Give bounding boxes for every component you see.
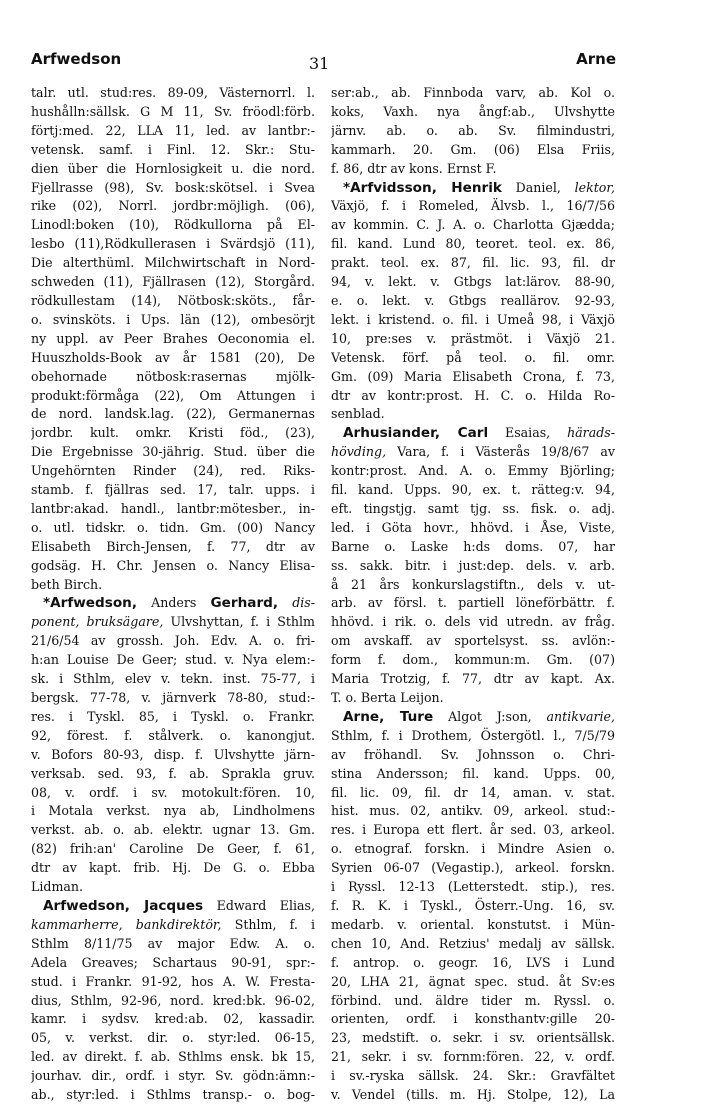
text-run: jourhav. dir., ordf. i styr. Sv. gödn:ämn:- bbox=[31, 1068, 315, 1084]
text-line bbox=[331, 179, 615, 198]
text-run: Algot J:son, bbox=[433, 708, 547, 724]
text-line bbox=[331, 746, 615, 765]
text-line bbox=[31, 878, 315, 897]
text-line bbox=[331, 141, 615, 160]
text-line bbox=[31, 765, 315, 784]
text-run: verkst. ab. o. ab. elektr. ugnar 13. Gm. bbox=[31, 822, 315, 838]
text-run: 08, v. ordf. i sv. motokult:fören. 10, bbox=[31, 784, 315, 800]
text-line bbox=[31, 613, 315, 632]
text-run: Edward Elias, bbox=[203, 897, 315, 913]
text-run: 21, sekr. i sv. fornm:fören. 22, v. ordf. bbox=[331, 1049, 615, 1065]
text-line bbox=[31, 538, 315, 557]
text-line bbox=[31, 1048, 315, 1067]
text-line bbox=[31, 519, 315, 538]
text-run: stud. i Frankr. 91-92, hos A. W. Fresta- bbox=[31, 973, 315, 989]
text-run: Barne o. Laske h:ds doms. 07, har bbox=[331, 538, 615, 554]
text-run: Maria Trotzig, f. 77, dtr av kapt. Ax. bbox=[331, 671, 615, 687]
text-run: Anders bbox=[137, 595, 211, 611]
text-run: T. o. Berta Leijon. bbox=[331, 690, 444, 705]
text-run: led. av direkt. f. ab. Sthlms ensk. bk 15, bbox=[31, 1049, 315, 1065]
entry-title-italic: ponent, bruksägare, bbox=[31, 614, 164, 630]
text-run: Sthlm, f. i bbox=[221, 916, 315, 932]
text-line bbox=[31, 349, 315, 368]
text-line bbox=[331, 708, 615, 727]
text-line bbox=[331, 84, 615, 103]
text-line bbox=[331, 878, 615, 897]
text-line bbox=[331, 500, 615, 519]
text-line bbox=[331, 1010, 615, 1029]
text-line bbox=[331, 235, 615, 254]
text-line bbox=[31, 424, 315, 443]
text-run: förbind. und. äldre tider m. Ryssl. o. bbox=[331, 992, 615, 1008]
text-run: Vetensk. förf. på teol. o. fil. omr. bbox=[331, 349, 615, 365]
text-run: obehornade nötbosk:rasernas mjölk- bbox=[31, 368, 315, 384]
text-line bbox=[31, 670, 315, 689]
text-line bbox=[331, 538, 615, 557]
text-line bbox=[331, 632, 615, 651]
text-run: ser:ab., ab. Finnboda varv, ab. Kol o. bbox=[331, 85, 615, 100]
text-run: koks, Vaxh. nya ångf:ab., Ulvshytte bbox=[331, 103, 615, 119]
entry-title-italic: hövding, bbox=[331, 444, 387, 460]
text-line bbox=[331, 613, 615, 632]
text-line bbox=[31, 802, 315, 821]
text-line bbox=[331, 1067, 615, 1086]
text-run: Die alterthüml. Milchwirtschaft in Nord- bbox=[31, 255, 315, 271]
text-line bbox=[31, 1010, 315, 1029]
text-run: Sthlm, f. i Drothem, Östergötl. l., 7/5/79 bbox=[331, 727, 615, 743]
text-run: res. i Europa ett flert. år sed. 03, arkeol. bbox=[331, 822, 615, 838]
text-run: sk. i Sthlm, elev v. tekn. inst. 75-77, i bbox=[31, 671, 315, 687]
text-line bbox=[331, 216, 615, 235]
text-line bbox=[331, 122, 615, 141]
text-run: Ulvshyttan, f. i Sthlm bbox=[163, 614, 315, 630]
text-run: Esaias, bbox=[488, 425, 568, 441]
text-line bbox=[31, 84, 315, 103]
text-line bbox=[31, 160, 315, 179]
text-run: o. utl. tidskr. o. tidn. Gm. (00) Nancy bbox=[31, 519, 315, 535]
text-line bbox=[331, 160, 615, 179]
text-line bbox=[331, 330, 615, 349]
text-line bbox=[331, 1029, 615, 1048]
text-run: Huuszholds-Book av år 1581 (20), De bbox=[31, 349, 315, 365]
text-run: ny uppl. av Peer Brahes Oeconomia el. bbox=[31, 330, 315, 346]
text-line bbox=[31, 954, 315, 973]
text-line bbox=[331, 576, 615, 595]
text-line bbox=[331, 670, 615, 689]
text-line bbox=[31, 235, 315, 254]
text-line bbox=[31, 897, 315, 916]
text-run: fil. kand. Lund 80, teoret. teol. ex. 86, bbox=[331, 236, 615, 252]
text-run: dtr av kapt. frib. Hj. De G. o. Ebba bbox=[31, 860, 315, 876]
text-run: verksab. sed. 93, f. ab. Sprakla gruv. bbox=[31, 765, 315, 781]
text-run: godsäg. H. Chr. Jensen o. Nancy Elisa- bbox=[31, 557, 315, 573]
text-line bbox=[31, 216, 315, 235]
text-line bbox=[31, 632, 315, 651]
text-line bbox=[31, 368, 315, 387]
entry-title-italic: antikvarie, bbox=[546, 708, 615, 724]
text-line bbox=[331, 405, 615, 424]
entry-title-italic: dis- bbox=[292, 595, 315, 611]
text-line bbox=[331, 557, 615, 576]
text-line bbox=[31, 1029, 315, 1048]
text-line bbox=[331, 462, 615, 481]
text-line bbox=[331, 973, 615, 992]
text-line bbox=[31, 405, 315, 424]
text-run: led. i Göta hovr., hhövd. i Åse, Viste, bbox=[331, 519, 615, 535]
text-line bbox=[31, 840, 315, 859]
text-run: hist. mus. 02, antikv. 09, arkeol. stud:- bbox=[331, 803, 615, 819]
text-run: 20, LHA 21, ägnat spec. stud. åt Sv:es bbox=[331, 973, 615, 989]
text-line bbox=[31, 311, 315, 330]
text-line bbox=[331, 311, 615, 330]
text-run: 92, förest. f. stålverk. o. kanongjut. bbox=[31, 727, 315, 743]
text-line bbox=[31, 557, 315, 576]
text-run: ss. sakk. bitr. i just:dep. dels. v. arb. bbox=[331, 557, 615, 573]
text-line bbox=[331, 519, 615, 538]
text-line bbox=[331, 954, 615, 973]
text-run: Syrien 06-07 (Vegastip.), arkeol. forskn. bbox=[331, 860, 615, 876]
text-run: produkt:förmåga (22), Om Attungen i bbox=[31, 387, 315, 403]
text-line bbox=[31, 746, 315, 765]
text-line bbox=[331, 935, 615, 954]
text-line bbox=[31, 273, 315, 292]
text-line bbox=[31, 462, 315, 481]
text-run: senblad. bbox=[331, 406, 385, 422]
text-line bbox=[331, 859, 615, 878]
text-line bbox=[331, 273, 615, 292]
text-run: hushålln:sällsk. G M 11, Sv. fröodl:förb. bbox=[31, 103, 315, 119]
text-run: f. R. K. i Tyskl., Österr.-Ung. 16, sv. bbox=[331, 897, 615, 913]
text-line bbox=[331, 897, 615, 916]
text-line bbox=[31, 197, 315, 216]
text-run: f. antrop. o. geogr. 16, LVS i Lund bbox=[331, 954, 615, 970]
text-line bbox=[31, 859, 315, 878]
text-run: rödkullestam (14), Nötbosk:sköts., får- bbox=[31, 292, 315, 308]
text-run: vetensk. samf. i Finl. 12. Skr.: Stu- bbox=[31, 141, 315, 157]
text-line bbox=[31, 141, 315, 160]
text-run: v. Vendel (tills. m. Hj. Stolpe, 12), La bbox=[331, 1087, 615, 1103]
text-line bbox=[31, 387, 315, 406]
text-run bbox=[278, 595, 292, 610]
text-run: stina Andersson; fil. kand. Upps. 00, bbox=[331, 765, 615, 781]
text-line bbox=[331, 254, 615, 273]
text-line bbox=[331, 784, 615, 803]
text-run: fil. kand. Upps. 90, ex. t. rätteg:v. 94, bbox=[331, 482, 615, 498]
text-line bbox=[31, 292, 315, 311]
text-run: e. o. lekt. v. Gtbgs reallärov. 92-93, bbox=[331, 292, 615, 308]
entry-headword: *Arfwedson, bbox=[43, 595, 138, 612]
text-run: form f. dom., kommun:m. Gm. (07) bbox=[331, 652, 615, 668]
text-line bbox=[31, 576, 315, 595]
text-line bbox=[31, 500, 315, 519]
text-line bbox=[31, 122, 315, 141]
text-run: res. i Tyskl. 85, i Tyskl. o. Frankr. bbox=[31, 708, 315, 724]
text-run: dien über die Hornlosigkeit u. die nord. bbox=[31, 160, 315, 176]
text-line bbox=[31, 689, 315, 708]
text-run: i Ryssl. 12-13 (Letterstedt. stip.), res. bbox=[331, 879, 615, 895]
text-run: Die Ergebnisse 30-jährig. Stud. über die bbox=[31, 444, 315, 460]
entry-headword: Arfwedson, Jacques bbox=[43, 897, 204, 914]
text-run: Sthlm 8/11/75 av major Edw. A. o. bbox=[31, 935, 315, 951]
text-line bbox=[331, 368, 615, 387]
text-line bbox=[331, 443, 615, 462]
text-run: Fjellrasse (98), Sv. bosk:skötsel. i Svea bbox=[31, 179, 315, 195]
text-run: lesbo (11),Rödkullerasen i Svärdsjö (11), bbox=[31, 236, 315, 252]
text-run: i sv.-ryska sällsk. 24. Skr.: Gravfältet bbox=[331, 1068, 615, 1084]
text-run: f. 86, dtr av kons. Ernst F. bbox=[331, 160, 497, 176]
text-run: Adela Greaves; Schartaus 90-91, spr:- bbox=[31, 954, 315, 970]
text-run: Vara, f. i Västerås 19/8/67 av bbox=[386, 444, 615, 460]
text-run: jordbr. kult. omkr. Kristi föd., (23), bbox=[31, 425, 315, 441]
text-line bbox=[331, 689, 615, 708]
running-header bbox=[31, 50, 616, 76]
text-run: eft. tingstjg. samt tjg. ss. fisk. o. adj. bbox=[331, 500, 615, 516]
text-run: 94, v. lekt. v. Gtbgs lat:lärov. 88-90, bbox=[331, 274, 615, 290]
text-line bbox=[331, 1048, 615, 1067]
text-run: beth Birch. bbox=[31, 576, 103, 592]
header-first-entry: Arfwedson bbox=[31, 50, 122, 68]
text-line bbox=[31, 935, 315, 954]
text-line bbox=[331, 424, 615, 443]
text-run: v. Bofors 80-93, disp. f. Ulvshytte järn- bbox=[31, 746, 315, 762]
text-run: 23, medstift. o. sekr. i sv. orientsällsk. bbox=[331, 1030, 615, 1046]
text-run: ab., styr:led. i Sthlms transp.- o. bog- bbox=[31, 1087, 315, 1103]
text-line bbox=[31, 103, 315, 122]
text-line bbox=[31, 330, 315, 349]
entry-title-italic: härads- bbox=[567, 425, 615, 441]
page-number: 31 bbox=[309, 54, 330, 73]
text-line bbox=[31, 821, 315, 840]
text-run: Linodl:boken (10), Rödkullorna på El- bbox=[31, 217, 315, 233]
text-run: bergsk. 77-78, v. järnverk 78-80, stud:- bbox=[31, 690, 315, 705]
text-run: prakt. teol. ex. 87, fil. lic. 93, fil. dr bbox=[331, 255, 615, 271]
text-run: i Motala verkst. nya ab, Lindholmens bbox=[31, 803, 315, 819]
text-run: å 21 års konkurslagstiftn., dels v. ut- bbox=[331, 576, 615, 592]
text-run: kamr. i sydsv. kred:ab. 02, kassadir. bbox=[31, 1011, 315, 1027]
text-line bbox=[331, 992, 615, 1011]
text-run: stamb. f. fjällras sed. 17, talr. upps. i bbox=[31, 482, 315, 498]
text-line bbox=[331, 651, 615, 670]
text-line bbox=[331, 103, 615, 122]
text-run: fil. lic. 09, fil. dr 14, aman. v. stat. bbox=[331, 784, 615, 800]
text-run: talr. utl. stud:res. 89-09, Västernorrl. l. bbox=[31, 85, 315, 100]
entry-headword: *Arfvidsson, Henrik bbox=[343, 179, 502, 196]
text-run: dius, Sthlm, 92-96, nord. kred:bk. 96-02, bbox=[31, 992, 315, 1008]
text-run: av kommin. C. J. A. o. Charlotta Gjædda; bbox=[331, 217, 615, 233]
left-column bbox=[31, 84, 315, 1105]
text-run: lekt. i kristend. o. fil. i Umeå 98, i Växjö bbox=[331, 311, 615, 327]
text-line bbox=[331, 594, 615, 613]
text-line bbox=[31, 254, 315, 273]
text-line bbox=[31, 179, 315, 198]
text-run: chen 10, And. Retzius' medalj av sällsk. bbox=[331, 935, 615, 951]
text-run: Lidman. bbox=[31, 879, 84, 895]
text-run: Ungehörnten Rinder (24), red. Riks- bbox=[31, 463, 315, 479]
text-line bbox=[331, 1086, 615, 1105]
text-run: hhövd. i rik. o. dels vid utredn. av fråg. bbox=[331, 614, 615, 630]
text-line bbox=[331, 197, 615, 216]
entry-title-italic: kammarherre, bankdirektör, bbox=[31, 916, 222, 932]
text-run: av fröhandl. Sv. Johnsson o. Chri- bbox=[331, 746, 615, 762]
text-line bbox=[331, 727, 615, 746]
text-line bbox=[31, 481, 315, 500]
text-line bbox=[331, 840, 615, 859]
text-line bbox=[331, 349, 615, 368]
text-line bbox=[31, 443, 315, 462]
entry-title-italic: lektor, bbox=[574, 179, 615, 195]
text-run: h:an Louise De Geer; stud. v. Nya elem:- bbox=[31, 652, 315, 668]
text-run: de nord. landsk.lag. (22), Germanernas bbox=[31, 406, 315, 422]
text-run: lantbr:akad. handl., lantbr:mötesber., in- bbox=[31, 500, 315, 516]
text-run: kammarh. 20. Gm. (06) Elsa Friis, bbox=[331, 141, 615, 157]
text-line bbox=[31, 727, 315, 746]
text-line bbox=[31, 784, 315, 803]
text-line bbox=[331, 916, 615, 935]
text-run: schweden (11), Fjällrasen (12), Storgård. bbox=[31, 274, 315, 290]
text-run: 21/6/54 av grossh. Joh. Edv. A. o. fri- bbox=[31, 633, 315, 649]
text-run: Daniel, bbox=[501, 179, 575, 195]
text-run: 05, v. verkst. dir. o. styr:led. 06-15, bbox=[31, 1030, 315, 1046]
text-line bbox=[331, 821, 615, 840]
text-line bbox=[331, 292, 615, 311]
text-run: medarb. v. oriental. konstutst. i Mün- bbox=[331, 916, 615, 932]
text-line bbox=[331, 481, 615, 500]
entry-headword: Arne, Ture bbox=[343, 708, 434, 725]
text-line bbox=[331, 765, 615, 784]
text-run: Växjö, f. i Romeled, Älvsb. l., 16/7/56 bbox=[331, 198, 615, 214]
text-line bbox=[31, 651, 315, 670]
text-run: (82) frih:an' Caroline De Geer, f. 61, bbox=[31, 841, 315, 857]
text-run: o. etnograf. forskn. i Mindre Asien o. bbox=[331, 841, 615, 857]
text-line bbox=[331, 802, 615, 821]
entry-headword: Gerhard, bbox=[210, 595, 279, 612]
text-run: kontr:prost. And. A. o. Emmy Björling; bbox=[331, 463, 615, 479]
text-run: orienten, ordf. i konsthantv:gille 20- bbox=[331, 1011, 615, 1027]
entry-headword: Arhusiander, Carl bbox=[343, 425, 489, 442]
text-line bbox=[331, 387, 615, 406]
text-run: arb. av försl. t. partiell löneförbättr. f. bbox=[331, 595, 615, 611]
text-run: Elisabeth Birch-Jensen, f. 77, dtr av bbox=[31, 538, 315, 554]
text-run: 10, pre:ses v. prästmöt. i Växjö 21. bbox=[331, 330, 615, 346]
text-run: rike (02), Norrl. jordbr:möjligh. (06), bbox=[31, 198, 315, 214]
text-line bbox=[31, 973, 315, 992]
header-last-entry: Arne bbox=[576, 50, 616, 68]
text-line bbox=[31, 594, 315, 613]
right-column bbox=[331, 84, 615, 1105]
text-run: om avskaff. av sportelsyst. ss. avlön:- bbox=[331, 633, 615, 649]
text-run: o. svinsköts. i Ups. län (12), ombesörjt bbox=[31, 311, 315, 327]
text-run: dtr av kontr:prost. H. C. o. Hilda Ro- bbox=[331, 387, 615, 403]
text-line bbox=[31, 1067, 315, 1086]
text-run: förtj:med. 22, LLA 11, led. av lantbr:- bbox=[31, 122, 315, 138]
text-run: järnv. ab. o. ab. Sv. filmindustri, bbox=[331, 122, 615, 138]
text-line bbox=[31, 916, 315, 935]
text-run: Gm. (09) Maria Elisabeth Crona, f. 73, bbox=[331, 368, 615, 384]
text-line bbox=[31, 992, 315, 1011]
text-line bbox=[31, 1086, 315, 1105]
text-line bbox=[31, 708, 315, 727]
